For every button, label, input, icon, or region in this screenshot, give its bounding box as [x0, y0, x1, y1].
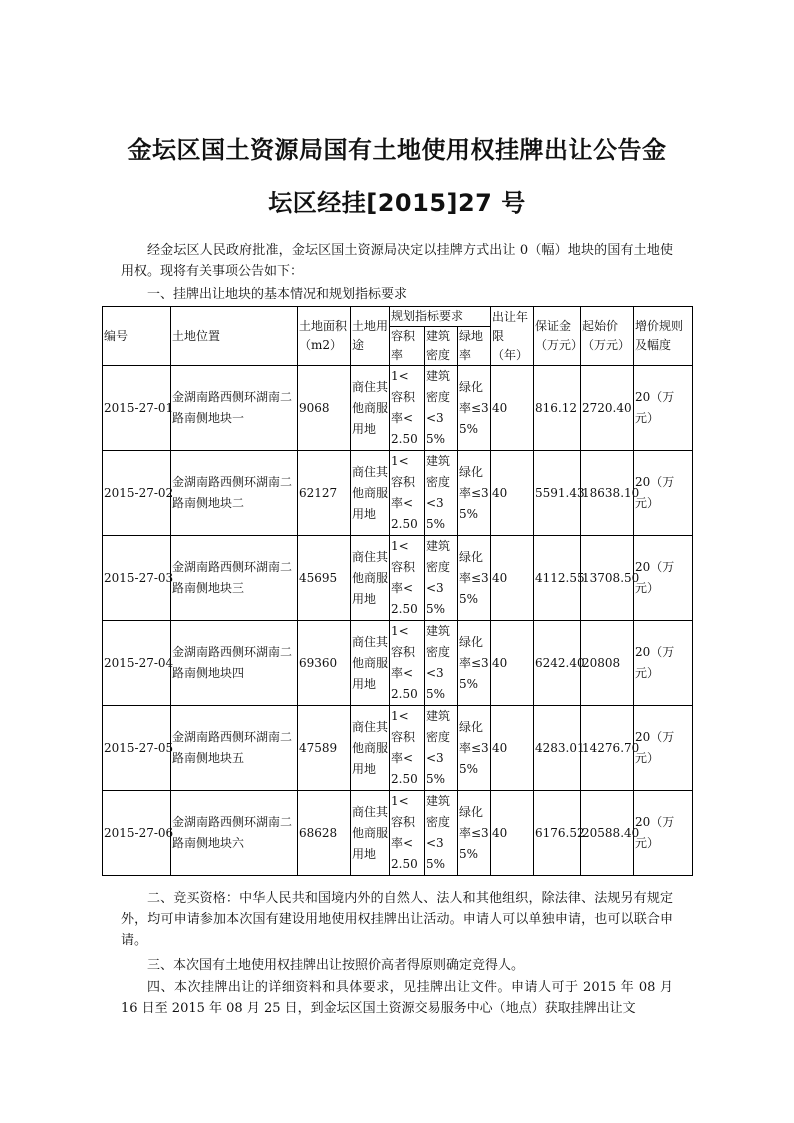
cell-far: 1< 容积率<2.50: [390, 621, 425, 706]
cell-location: 金湖南路西侧环湖南二路南侧地块三: [171, 536, 298, 621]
section-1-heading: 一、挂牌出让地块的基本情况和规划指标要求: [147, 287, 408, 302]
header-planning: 规划指标要求: [390, 307, 491, 327]
cell-green: 绿化率≤35%: [458, 621, 491, 706]
cell-location: 金湖南路西侧环湖南二路南侧地块五: [171, 706, 298, 791]
cell-density: 建筑密度<35%: [425, 536, 458, 621]
header-location: 土地位置: [171, 307, 298, 366]
cell-use: 商住其他商服用地: [351, 366, 390, 451]
table-row: [103, 366, 693, 451]
intro-paragraph: 经金坛区人民政府批准，金坛区国土资源局决定以挂牌方式出让 0（幅）地块的国有土地使用权。现将有关事项公告如下：: [121, 243, 673, 279]
cell-location: 金湖南路西侧环湖南二路南侧地块一: [171, 366, 298, 451]
cell-id: 2015-27-01: [103, 366, 171, 451]
cell-density: 建筑密度<35%: [425, 706, 458, 791]
cell-use: 商住其他商服用地: [351, 791, 390, 876]
cell-density: 建筑密度<35%: [425, 621, 458, 706]
cell-start-price: 13708.50: [581, 536, 634, 621]
cell-id: 2015-27-02: [103, 451, 171, 536]
cell-location: 金湖南路西侧环湖南二路南侧地块六: [171, 791, 298, 876]
cell-term: 40: [491, 366, 534, 451]
cell-increment: 20（万元）: [634, 451, 693, 536]
header-far: 容积率: [390, 327, 425, 366]
cell-deposit: 6242.40: [534, 621, 581, 706]
cell-term: 40: [491, 451, 534, 536]
cell-far: 1< 容积率<2.50: [390, 451, 425, 536]
header-increment: 增价规则及幅度: [634, 307, 693, 366]
cell-use: 商住其他商服用地: [351, 706, 390, 791]
section-4-paragraph: 四、本次挂牌出让的详细资料和具体要求，见挂牌出让文件。申请人可于 2015 年 08 月 16 日至 2015 年 08 月 25 日，到金坛区国土资源交易服务中心（地点）获取挂牌出让文: [121, 980, 673, 1016]
cell-id: 2015-27-05: [103, 706, 171, 791]
cell-term: 40: [491, 621, 534, 706]
parcel-table: [102, 306, 693, 876]
cell-deposit: 5591.43: [534, 451, 581, 536]
cell-start-price: 14276.70: [581, 706, 634, 791]
document-title-line-1: 金坛区国土资源局国有土地使用权挂牌出让公告金: [127, 136, 667, 164]
table-row: [103, 536, 693, 621]
cell-start-price: 2720.40: [581, 366, 634, 451]
header-id: 编号: [103, 307, 171, 366]
cell-area: 62127: [298, 451, 351, 536]
section-2-paragraph: 二、竞买资格：中华人民共和国境内外的自然人、法人和其他组织，除法律、法规另有规定外，均可申请参加本次国有建设用地使用权挂牌出让活动。申请人可以单独申请，也可以联合申请。: [121, 891, 673, 948]
cell-id: 2015-27-06: [103, 791, 171, 876]
cell-density: 建筑密度<35%: [425, 451, 458, 536]
cell-green: 绿化率≤35%: [458, 791, 491, 876]
cell-use: 商住其他商服用地: [351, 451, 390, 536]
table-row: [103, 706, 693, 791]
cell-id: 2015-27-04: [103, 621, 171, 706]
cell-far: 1< 容积率<2.50: [390, 791, 425, 876]
header-term: 出让年限（年）: [491, 307, 534, 366]
header-area: 土地面积（m2）: [298, 307, 351, 366]
cell-increment: 20（万元）: [634, 366, 693, 451]
header-deposit: 保证金（万元）: [534, 307, 581, 366]
cell-start-price: 18638.10: [581, 451, 634, 536]
cell-area: 9068: [298, 366, 351, 451]
cell-increment: 20（万元）: [634, 621, 693, 706]
cell-start-price: 20808: [581, 621, 634, 706]
cell-increment: 20（万元）: [634, 536, 693, 621]
cell-area: 68628: [298, 791, 351, 876]
cell-green: 绿化率≤35%: [458, 451, 491, 536]
cell-term: 40: [491, 791, 534, 876]
document-title-line-2: 坛区经挂[2015]27 号: [268, 189, 526, 217]
section-3-paragraph: 三、本次国有土地使用权挂牌出让按照价高者得原则确定竞得人。: [147, 958, 525, 973]
header-green: 绿地率: [458, 327, 491, 366]
table-row: [103, 451, 693, 536]
cell-density: 建筑密度<35%: [425, 366, 458, 451]
cell-term: 40: [491, 536, 534, 621]
cell-far: 1< 容积率<2.50: [390, 706, 425, 791]
cell-far: 1< 容积率<2.50: [390, 536, 425, 621]
cell-deposit: 4283.01: [534, 706, 581, 791]
cell-green: 绿化率≤35%: [458, 706, 491, 791]
cell-deposit: 4112.55: [534, 536, 581, 621]
cell-density: 建筑密度<35%: [425, 791, 458, 876]
cell-location: 金湖南路西侧环湖南二路南侧地块四: [171, 621, 298, 706]
cell-id: 2015-27-03: [103, 536, 171, 621]
cell-deposit: 816.12: [534, 366, 581, 451]
cell-area: 47589: [298, 706, 351, 791]
header-start-price: 起始价（万元）: [581, 307, 634, 366]
header-density: 建筑密度: [425, 327, 458, 366]
header-use: 土地用途: [351, 307, 390, 366]
cell-use: 商住其他商服用地: [351, 536, 390, 621]
cell-term: 40: [491, 706, 534, 791]
cell-area: 45695: [298, 536, 351, 621]
cell-location: 金湖南路西侧环湖南二路南侧地块二: [171, 451, 298, 536]
cell-green: 绿化率≤35%: [458, 536, 491, 621]
cell-green: 绿化率≤35%: [458, 366, 491, 451]
cell-start-price: 20588.40: [581, 791, 634, 876]
cell-area: 69360: [298, 621, 351, 706]
table-row: [103, 621, 693, 706]
cell-increment: 20（万元）: [634, 706, 693, 791]
cell-deposit: 6176.52: [534, 791, 581, 876]
cell-increment: 20（万元）: [634, 791, 693, 876]
cell-use: 商住其他商服用地: [351, 621, 390, 706]
table-row: [103, 791, 693, 876]
cell-far: 1< 容积率<2.50: [390, 366, 425, 451]
